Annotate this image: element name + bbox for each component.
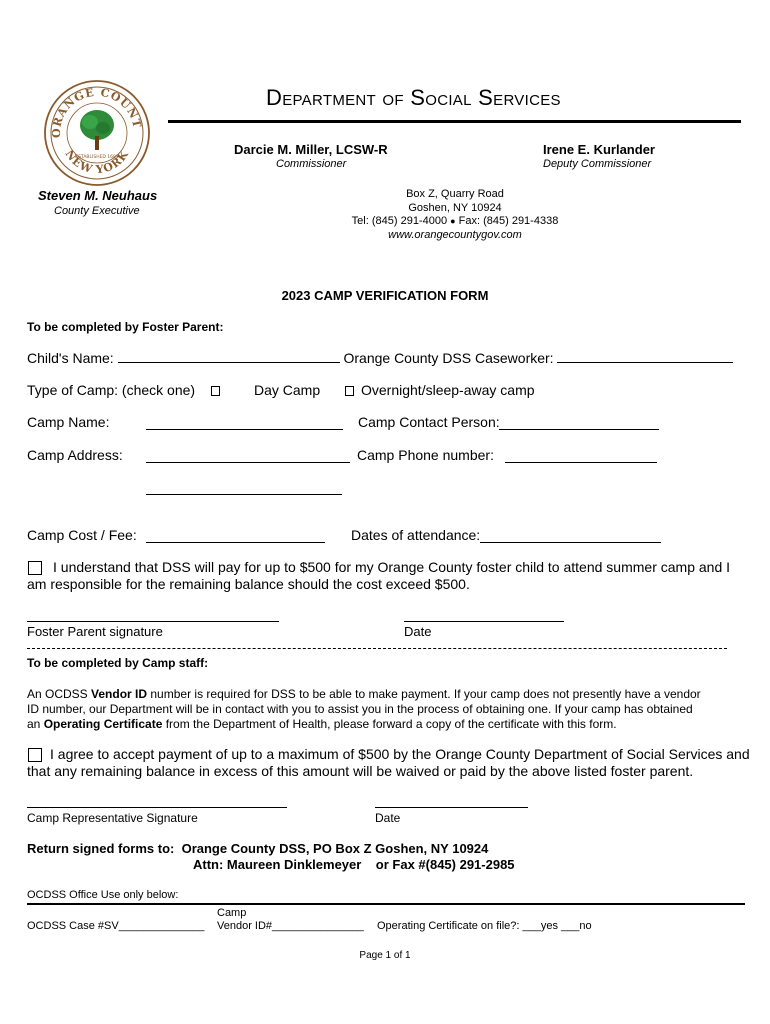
- dates-field[interactable]: [480, 530, 661, 543]
- operating-certificate-term: Operating Certificate: [43, 717, 163, 731]
- vendor-id-field[interactable]: Vendor ID#_______________: [217, 920, 364, 932]
- department-title: Department of Social Services: [266, 85, 561, 110]
- address-line-1: Box Z, Quarry Road: [406, 188, 504, 200]
- deputy-name: Irene E. Kurlander: [543, 142, 655, 157]
- camp-date-field[interactable]: [375, 807, 528, 808]
- commissioner-name: Darcie M. Miller, LCSW-R: [234, 142, 388, 157]
- day-camp-checkbox[interactable]: [211, 386, 220, 396]
- childs-name-row: [27, 350, 733, 366]
- camp-cost-field[interactable]: [146, 530, 325, 543]
- form-title: 2023 CAMP VERIFICATION FORM: [281, 288, 489, 303]
- parent-signature-label: Foster Parent signature: [27, 624, 163, 639]
- parent-section-heading: To be completed by Foster Parent:: [27, 320, 224, 334]
- executive-title: County Executive: [54, 205, 140, 217]
- dates-label: Dates of attendance:: [351, 527, 481, 543]
- executive-name: Steven M. Neuhaus: [38, 188, 158, 203]
- camp-contact-label: Camp Contact Person:: [358, 414, 500, 430]
- camp-address-field-1[interactable]: [146, 450, 350, 463]
- camp-agreement-line-2: that any remaining balance in excess of this amount will be waived or paid by the above listed foster parent.: [27, 763, 694, 779]
- contact-line: [300, 215, 610, 229]
- camp-name-field[interactable]: [146, 417, 343, 430]
- return-address: Orange County DSS, PO Box Z Goshen, NY 10924: [181, 841, 489, 856]
- camp-type-row: [27, 382, 195, 398]
- parent-signature-field[interactable]: [27, 621, 279, 622]
- camp-signature-field[interactable]: [27, 807, 287, 808]
- website: www.orangecountygov.com: [388, 228, 522, 241]
- camp-agreement-checkbox[interactable]: [28, 748, 42, 762]
- ocdss-line-1: An OCDSS Vendor ID number is required for DSS to be able to make payment. If your camp does not presently have a vendor: [27, 687, 701, 701]
- svg-text:ESTABLISHED 1683: ESTABLISHED 1683: [75, 155, 119, 160]
- county-seal: [42, 78, 152, 188]
- svg-text:NEW YORK: NEW YORK: [62, 147, 132, 177]
- page-number: Page 1 of 1: [359, 950, 411, 961]
- header-rule: [168, 120, 741, 123]
- childs-name-field[interactable]: [118, 350, 340, 363]
- camp-cost-label: Camp Cost / Fee:: [27, 527, 137, 543]
- camp-address-label: Camp Address:: [27, 447, 123, 463]
- camp-date-label: Date: [375, 811, 401, 825]
- camp-word: Camp: [217, 907, 247, 919]
- camp-type-label: Type of Camp: (check one): [27, 382, 196, 398]
- camp-phone-field[interactable]: [505, 450, 657, 463]
- commissioner-title: Commissioner: [276, 158, 347, 170]
- fax: Fax: (845) 291-4338: [458, 215, 559, 227]
- office-use-label: OCDSS Office Use only below:: [27, 889, 179, 901]
- deputy-title: Deputy Commissioner: [543, 158, 652, 170]
- parent-date-label: Date: [404, 624, 432, 639]
- case-number-field[interactable]: OCDSS Case #SV______________: [27, 920, 205, 932]
- office-use-rule: [27, 903, 745, 905]
- camp-name-label: Camp Name:: [27, 414, 110, 430]
- section-divider: [27, 648, 727, 649]
- camp-signature-label: Camp Representative Signature: [27, 811, 198, 825]
- parent-agreement-line-2: am responsible for the remaining balance should the cost exceed $500.: [27, 576, 470, 592]
- return-line: [27, 841, 488, 856]
- camp-contact-field[interactable]: [499, 417, 659, 430]
- camp-phone-label: Camp Phone number:: [357, 447, 494, 463]
- operating-certificate-field[interactable]: Operating Certificate on file?: ___yes ___no: [377, 920, 592, 932]
- day-camp-label: Day Camp: [254, 382, 321, 398]
- camp-section-heading: To be completed by Camp staff:: [27, 656, 209, 670]
- return-fax: or Fax #(845) 291-2985: [375, 857, 515, 872]
- attn: Attn: Maureen Dinklemeyer: [193, 857, 362, 872]
- ocdss-paragraph: [27, 687, 757, 732]
- svg-text:ORANGE COUNTY: ORANGE COUNT: [49, 85, 144, 139]
- vendor-id-term: Vendor ID: [91, 687, 148, 701]
- bullet-icon: ●: [450, 216, 456, 226]
- address-line-2: Goshen, NY 10924: [408, 201, 502, 214]
- ocdss-line-2: ID number, our Department will be in contact with you to assist you in the process of obtaining one. If your camp has obtained: [27, 702, 693, 716]
- return-label: Return signed forms to:: [27, 841, 175, 856]
- parent-date-field[interactable]: [404, 621, 564, 622]
- caseworker-field[interactable]: [557, 350, 733, 363]
- attn-line: [193, 857, 515, 872]
- overnight-camp-checkbox[interactable]: [345, 386, 354, 396]
- ocdss-line-3: an Operating Certificate from the Department of Health, please forward a copy of the certificate with this form.: [27, 717, 617, 731]
- overnight-camp-label: Overnight/sleep-away camp: [361, 382, 535, 398]
- department-address: [300, 188, 610, 242]
- caseworker-label: Orange County DSS Caseworker:: [343, 350, 554, 366]
- tel: Tel: (845) 291-4000: [351, 215, 448, 227]
- parent-agreement-checkbox[interactable]: [28, 561, 42, 575]
- camp-address-field-2[interactable]: [146, 482, 342, 495]
- parent-agreement-line-1: I understand that DSS will pay for up to $500 for my Orange County foster child to attend summer camp and I: [53, 559, 731, 575]
- camp-agreement-line-1: I agree to accept payment of up to a maximum of $500 by the Orange County Department of Social Services and: [50, 746, 750, 762]
- childs-name-label: Child's Name:: [27, 350, 114, 366]
